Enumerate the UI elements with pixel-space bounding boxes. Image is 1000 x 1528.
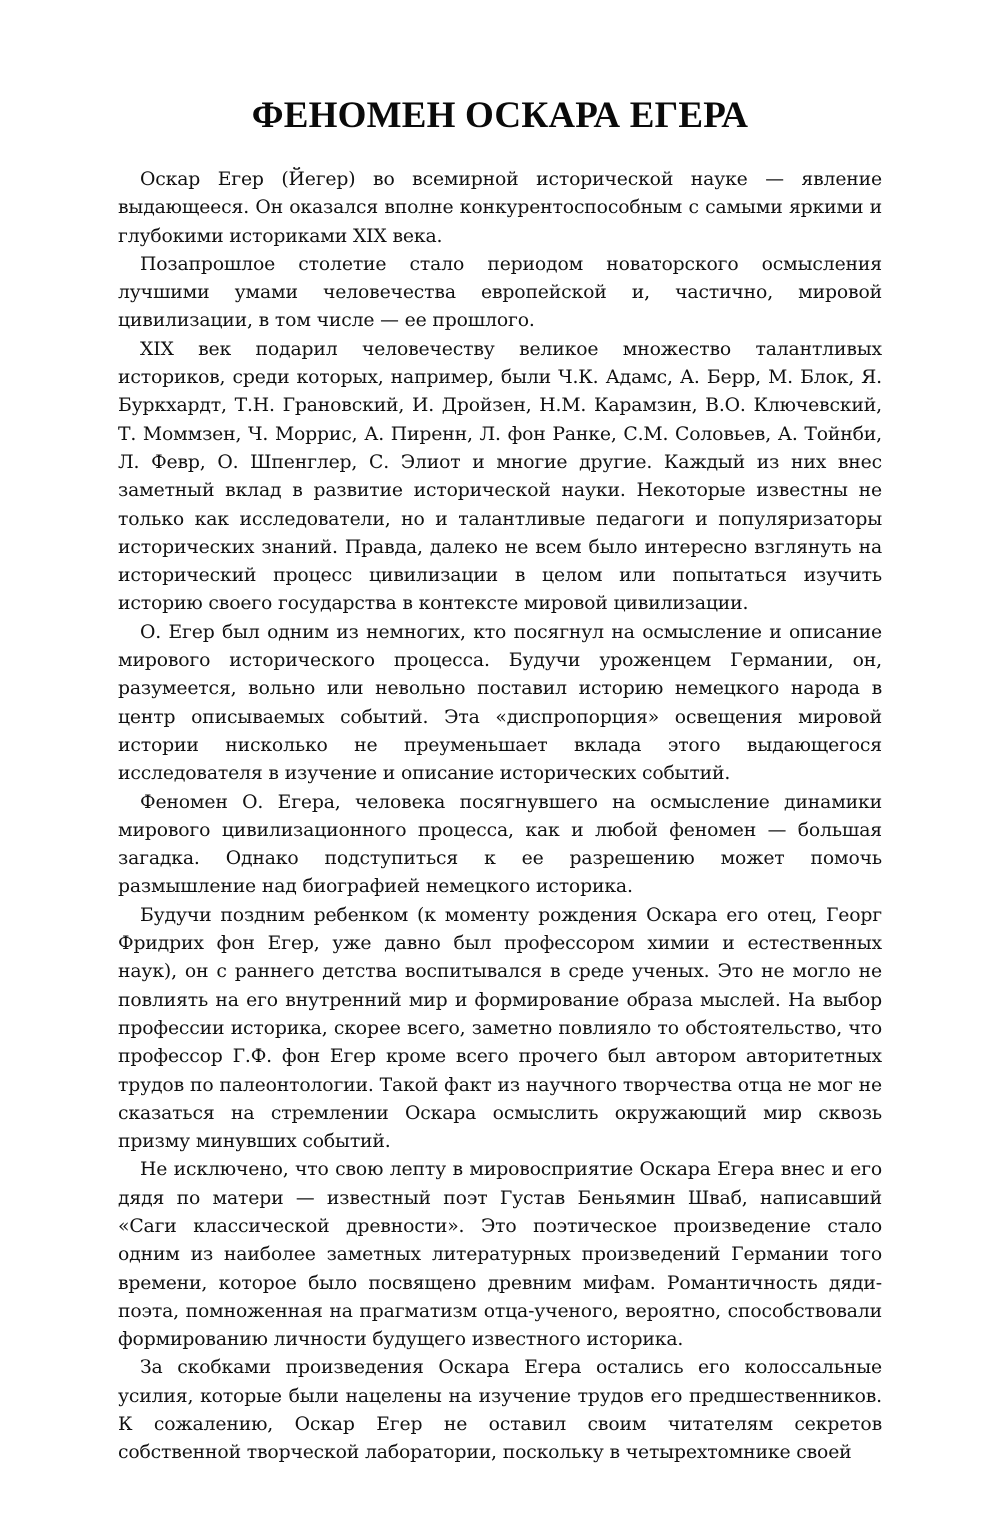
- paragraph: Не исключено, что свою лепту в мировосприятие Оскара Егера внес и его дядя по матери — известный поэт Густав Беньямин Шваб, написавший «Саги классической древности». Это поэтическое произведение стало одним из наиболее заметных литературных произведений Германии того времени, которое было посвящено древним мифам. Романтичность дяди-поэта, помноженная на прагматизм отца-ученого, вероятно, способствовали формированию личности будущего известного историка.: [118, 1159, 882, 1351]
- paragraph: О. Егер был одним из немногих, кто посягнул на осмысление и описание мирового исторического процесса. Будучи уроженцем Германии, он, разумеется, вольно или невольно поставил историю немецкого народа в центр описываемых событий. Эта «диспропорция» освещения мировой истории нисколько не преуменьшает вклада этого выдающегося исследователя в изучение и описание исторических событий.: [118, 621, 882, 785]
- paragraph: XIX век подарил человечеству великое множество талантливых историков, среди которых, например, были Ч.К. Адамс, А. Берр, М. Блок, Я. Буркхардт, Т.Н. Грановский, И. Дройзен, Н.М. Карамзин, В.О. Ключевский, Т. Моммзен, Ч. Моррис, А. Пиренн, Л. фон Ранке, С.М. Соловьев, А. Тойнби, Л. Февр, О. Шпенглер, С. Элиот и многие другие. Каждый из них внес заметный вклад в развитие исторической науки. Некоторые известны не только как исследователи, но и талантливые педагоги и популяризаторы исторических знаний. Правда, далеко не всем было интересно взглянуть на исторический процесс цивилизации в целом или попытаться изучить историю своего государства в контексте мировой цивилизации.: [118, 338, 882, 615]
- paragraph: Феномен О. Егера, человека посягнувшего на осмысление динамики мирового цивилизационного процесса, как и любой феномен — большая загадка. Однако подступиться к ее разрешению может помочь размышление над биографией немецкого историка.: [118, 791, 882, 898]
- paragraph: За скобками произведения Оскара Егера остались его колоссальные усилия, которые были нацелены на изучение трудов его предшественников. К сожалению, Оскар Егер не оставил своим читателям секретов собственной творческой лаборатории, поскольку в четырехтомнике своей: [118, 1357, 882, 1464]
- chapter-title: ФЕНОМЕН ОСКАРА ЕГЕРА: [251, 95, 749, 136]
- paragraph: Будучи поздним ребенком (к моменту рождения Оскара его отец, Георг Фридрих фон Егер, уже давно был профессором химии и естественных наук), он с раннего детства воспитывался в среде ученых. Это не могло не повлиять на его внутренний мир и формирование образа мыслей. На выбор профессии историка, скорее всего, заметно повлияло то обстоятельство, что профессор Г.Ф. фон Егер кроме всего прочего был автором авторитетных трудов по палеонтологии. Такой факт из научного творчества отца не мог не сказаться на стремлении Оскара осмыслить окружающий мир сквозь призму минувших событий.: [118, 904, 882, 1153]
- paragraph: Позапрошлое столетие стало периодом новаторского осмысления лучшими умами человечества европейской и, частично, мировой цивилизации, в том числе — ее прошлого.: [118, 253, 882, 332]
- paragraph: Оскар Егер (Йегер) во всемирной исторической науке — явление выдающееся. Он оказался вполне конкурентоспособным с самыми яркими и глубокими историками XIX века.: [118, 169, 882, 247]
- book-page: [118, 92, 882, 1468]
